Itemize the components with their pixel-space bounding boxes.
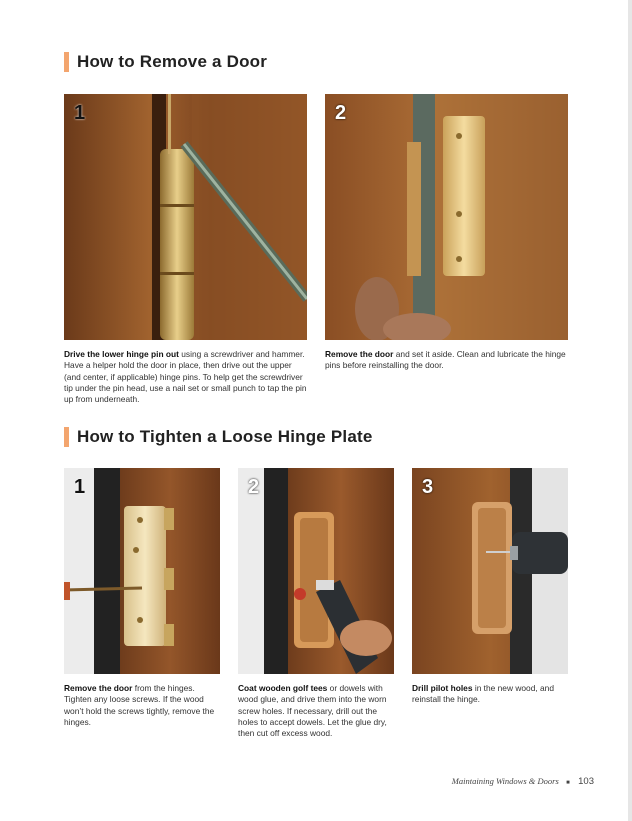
section-heading-tighten-hinge	[64, 427, 373, 447]
photo-tighten-hinge-step-1	[64, 468, 220, 674]
caption-lead: Drill pilot holes	[412, 683, 473, 693]
caption-body: or dowels with wood glue, and drive them into the worn screw holes. If necessary, drill out the holes to accept dowels. Let the glue dry, then cut off excess wood.	[238, 683, 387, 739]
caption-tighten-hinge-step-3	[412, 683, 572, 706]
heading-accent-bar	[64, 52, 69, 72]
caption-tighten-hinge-step-1	[64, 683, 224, 728]
step-number: 3	[422, 476, 434, 498]
section-heading-remove-door	[64, 52, 267, 72]
step-number: 1	[74, 476, 86, 498]
caption-body: in the new wood, and reinstall the hinge.	[412, 683, 554, 705]
caption-lead: Coat wooden golf tees	[238, 683, 328, 693]
caption-body: and set it aside. Clean and lubricate the hinge pins before reinstalling the door.	[325, 349, 566, 371]
step-number: 2	[335, 102, 347, 124]
photo-tighten-hinge-step-3	[412, 468, 568, 674]
caption-lead: Remove the door	[64, 683, 133, 693]
photo-tighten-hinge-step-2	[238, 468, 394, 674]
photo-remove-door-step-1	[64, 94, 307, 340]
caption-remove-door-step-1	[64, 349, 310, 405]
step-number: 1	[74, 102, 86, 124]
running-title: Maintaining Windows & Doors	[451, 776, 559, 786]
page-edge	[628, 0, 632, 821]
caption-body: from the hinges. Tighten any loose screws. If the wood won’t hold the screws tightly, remove the hinges.	[64, 683, 215, 727]
section-title: How to Remove a Door	[77, 52, 268, 71]
page-number: 103	[578, 776, 594, 787]
caption-body: using a screwdriver and hammer. Have a helper hold the door in place, then drive out the upper (and center, if applicable) hinge pins. To help get the screwdriver tip under the pin head, use a nail set or small punch to tap the pin up from underneath.	[64, 349, 307, 405]
photo-remove-door-step-2	[325, 94, 568, 340]
caption-lead: Drive the lower hinge pin out	[64, 349, 179, 359]
heading-accent-bar	[64, 427, 69, 447]
footer-separator: ■	[566, 780, 570, 786]
caption-tighten-hinge-step-2	[238, 683, 398, 739]
section-title: How to Tighten a Loose Hinge Plate	[77, 427, 373, 446]
caption-remove-door-step-2	[325, 349, 571, 372]
step-number: 2	[248, 476, 260, 498]
caption-lead: Remove the door	[325, 349, 394, 359]
page-footer	[400, 776, 594, 787]
